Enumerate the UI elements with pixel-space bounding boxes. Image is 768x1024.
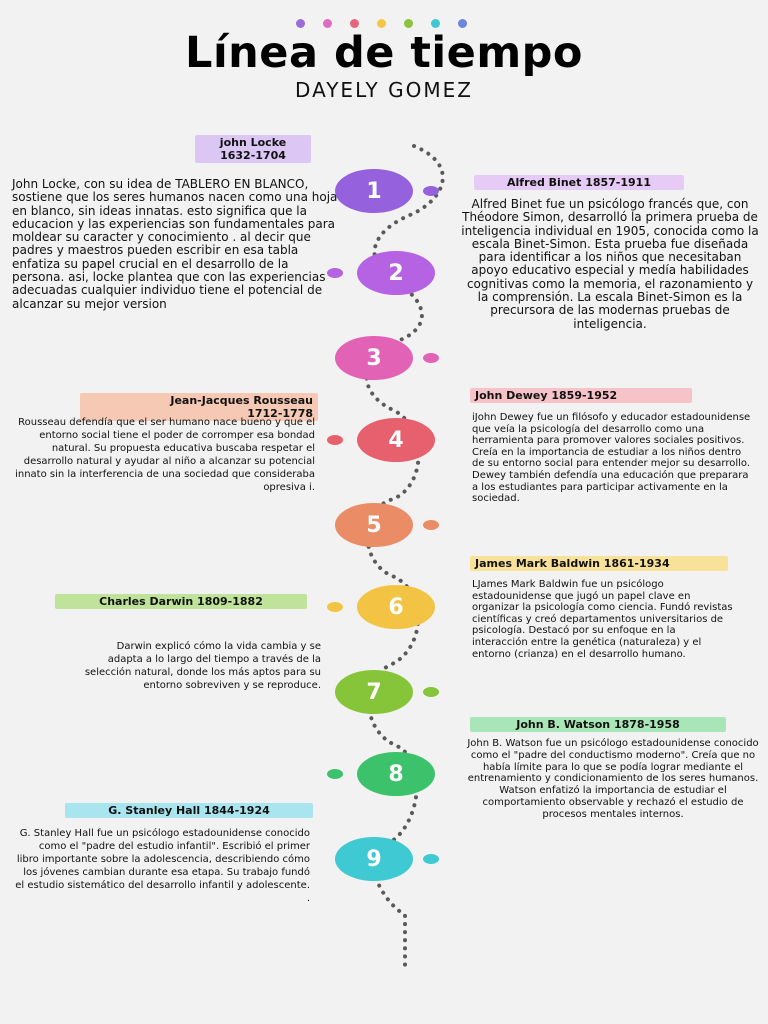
marker-number: 7: [366, 679, 382, 705]
entry-name-rousseau: Jean-Jacques Rousseau 1712-1778: [80, 393, 318, 421]
timeline-marker-3: [335, 336, 413, 380]
timeline-connector-dot: [423, 854, 439, 864]
entry-name-darwin: Charles Darwin 1809-1882: [55, 594, 307, 609]
page-title: Línea de tiempo: [185, 28, 583, 78]
timeline-connector-dot: [327, 435, 343, 445]
entry-name-watson: John B. Watson 1878-1958: [470, 717, 726, 732]
author-name: DAYELY GOMEZ: [295, 78, 473, 102]
timeline-connector-dot: [423, 687, 439, 697]
entry-text-darwin: Darwin explicó cómo la vida cambia y se adapta a lo largo del tiempo a través de la selección natural, donde los más aptos para su entorno sobreviven y se reproduce.: [84, 641, 321, 691]
timeline-connector-dot: [423, 353, 439, 363]
marker-number: 4: [388, 427, 404, 453]
timeline-connector-dot: [327, 769, 343, 779]
timeline-connector-dot: [327, 602, 343, 612]
marker-number: 3: [366, 345, 382, 371]
timeline-marker-8: [357, 752, 435, 796]
marker-number: 1: [366, 178, 382, 204]
entry-text-watson: John B. Watson fue un psicólogo estadounidense conocido como el "padre del conductismo moderno". Creía que no había límite para lo que se podía lograr mediante el entrenamiento y condicionamiento de los seres humanos. Watson enfatizó la importancia de estudiar el comportamiento observable y rechazó el estudio de procesos mentales internos.: [467, 738, 759, 820]
marker-number: 6: [388, 594, 404, 620]
marker-number: 2: [388, 260, 404, 286]
entry-text-dewey: iJohn Dewey fue un filósofo y educador estadounidense que veía la psicología del desarrollo como una herramienta para promover valores sociales positivos. Creía en la importancia de estudiar a los niños dentro de su entorno social para entender mejor su desarrollo. Dewey también defendía una educación que preparara a los estudiantes para participar activamente en la sociedad.: [472, 412, 751, 505]
entry-name-baldwin: James Mark Baldwin 1861-1934: [470, 556, 728, 571]
marker-number: 5: [366, 512, 382, 538]
entry-text-hall: G. Stanley Hall fue un psicólogo estadounidense conocido como el "padre del estudio infantil". Escribió el primer libro importante sobre la adolescencia, describiendo cómo los jóvenes cambian durante esa etapa. Su trabajo fundó el estudio sistemático del desarrollo infantil y adolescente. .: [15, 828, 310, 904]
entry-text-baldwin: LJames Mark Baldwin fue un psicólogo estadounidense que jugó un papel clave en organizar la psicología como ciencia. Fundó revistas científicas y creó departamentos universitarios de psicología. Destacó por su enfoque en la interacción entre la genética (naturaleza) y el entorno (crianza) en el desarrollo humano.: [472, 579, 733, 660]
timeline-connector-dot: [423, 520, 439, 530]
marker-number: 9: [366, 846, 382, 872]
timeline-marker-1: [335, 169, 413, 213]
entry-name-dewey: John Dewey 1859-1952: [470, 388, 692, 403]
entry-text-rousseau: Rousseau defendía que el ser humano nace bueno y que el entorno social tiene el poder de corromper esa bondad natural. Su propuesta educativa buscaba respetar el desarrollo natural y ayudar al niño a alcanzar su potencial innato sin la interferencia de una sociedad que consideraba opresiva i.: [15, 417, 315, 493]
timeline-marker-4: [357, 418, 435, 462]
timeline-marker-6: [357, 585, 435, 629]
entry-name-hall: G. Stanley Hall 1844-1924: [65, 803, 313, 818]
timeline-marker-5: [335, 503, 413, 547]
marker-number: 8: [388, 761, 404, 787]
timeline-connector-dot: [423, 186, 439, 196]
entry-text-binet: Alfred Binet fue un psicólogo francés que, con Théodore Simon, desarrolló la primera prueba de inteligencia individual en 1905, conocida como la escala Binet-Simon. Esta prueba fue diseñada para identificar a los niños que necesitaban apoyo educativo especial y medía habilidades cognitivas como la memoria, el razonamiento y la comprensión. La escala Binet-Simon es la precursora de las modernas pruebas de inteligencia.: [461, 197, 759, 331]
entry-text-locke: John Locke, con su idea de TABLERO EN BLANCO, sostiene que los seres humanos nacen como una hoja en blanco, sin ideas innatas. esto significa que la educacion y las experiencias son fundamentales para moldear su caracter y conocimiento . al decir que padres y maestros pueden escribir en esa tabla enfatiza su papel crucial en el desarrollo de la persona. asi, locke plantea que con las experiencias adecuadas cualquier individuo tiene el potencial de alcanzar su mejor version: [12, 177, 338, 311]
timeline-marker-9: [335, 837, 413, 881]
timeline-marker-7: [335, 670, 413, 714]
entry-name-locke: john Locke 1632-1704: [195, 135, 311, 163]
entry-name-binet: Alfred Binet 1857-1911: [474, 175, 684, 190]
timeline-marker-2: [357, 251, 435, 295]
